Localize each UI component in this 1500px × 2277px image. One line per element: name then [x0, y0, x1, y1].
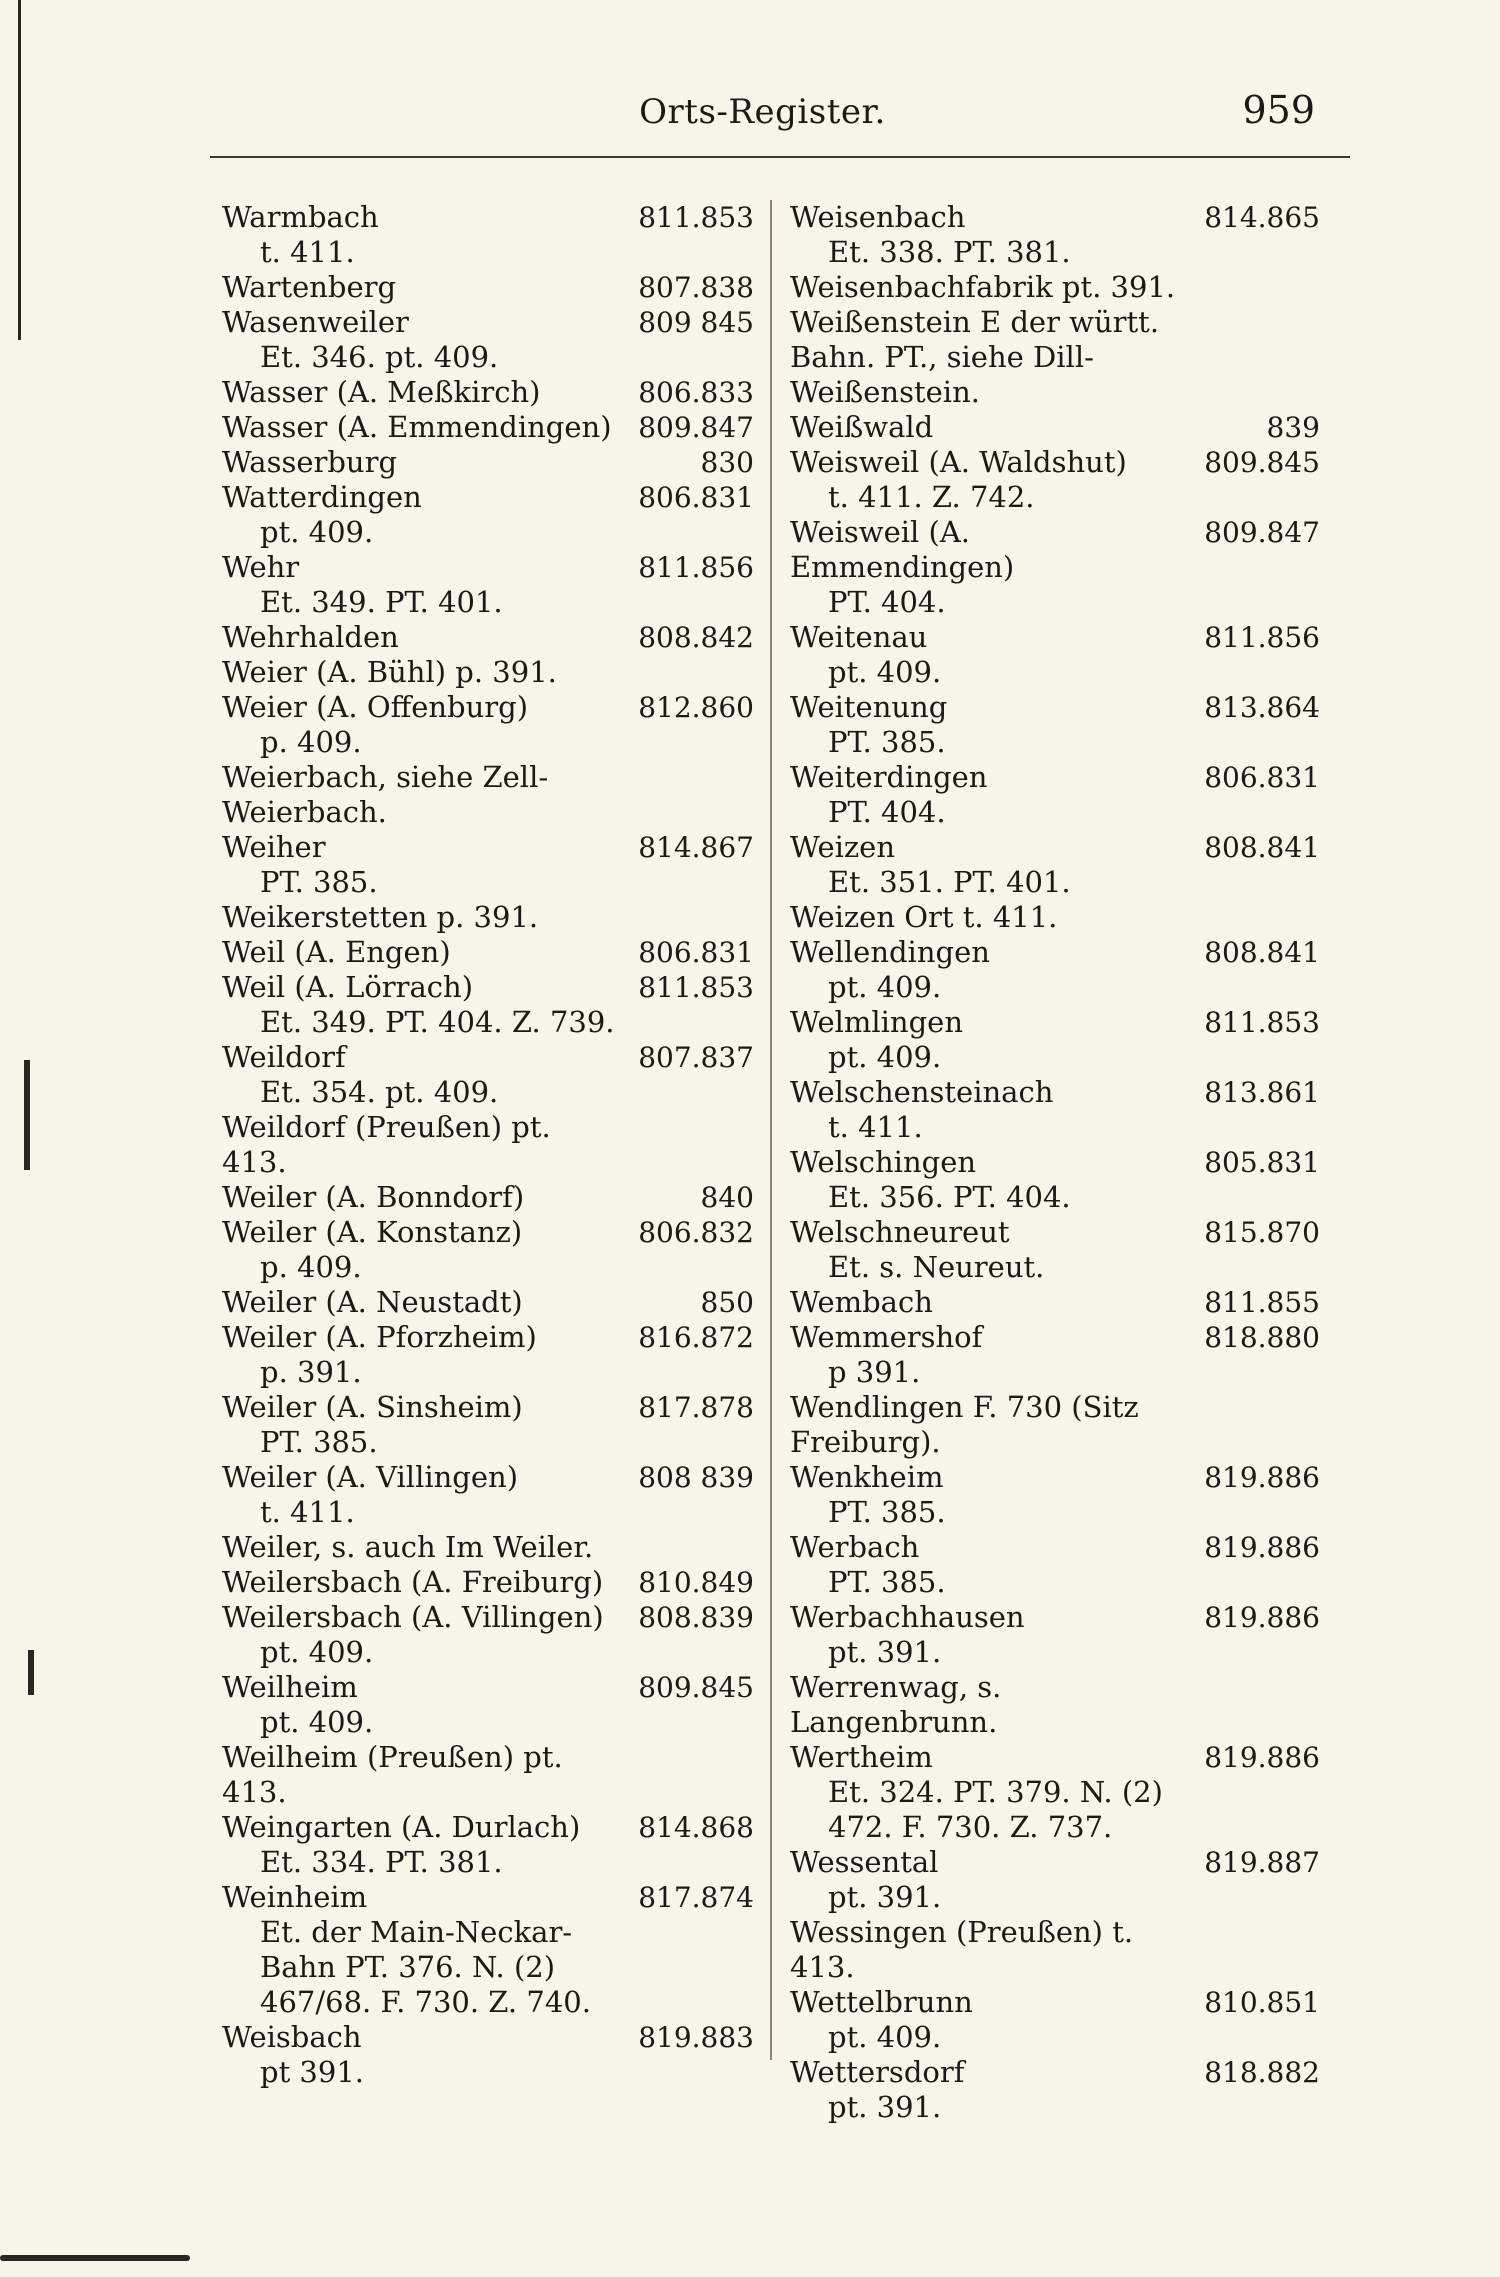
- entry-detail: PT. 385.: [828, 1565, 946, 1599]
- entry-page-refs: 809.845: [1204, 446, 1320, 479]
- entry-page-refs: 839: [1266, 411, 1320, 444]
- entry-detail: Et. 349. PT. 404. Z. 739.: [260, 1005, 615, 1039]
- entry-page-refs: 850: [700, 1286, 754, 1319]
- entry-page-refs: 811.853: [638, 971, 754, 1004]
- left-column: [222, 200, 754, 2090]
- register-entry: [790, 690, 1320, 760]
- register-entry: [222, 200, 754, 270]
- register-entry: [790, 830, 1320, 900]
- register-entry: [222, 480, 754, 550]
- entry-detail: Et. 349. PT. 401.: [260, 585, 503, 619]
- entry-place-name: Weildorf: [222, 1040, 346, 1074]
- entry-page-refs: 811.856: [638, 551, 754, 584]
- entry-place-name: Weil (A. Engen): [222, 935, 451, 969]
- register-entry: [790, 1005, 1320, 1075]
- entry-place-name: Werrenwag, s. Langenbrunn.: [790, 1670, 1002, 1739]
- register-entry: [222, 1670, 754, 1740]
- entry-detail: t. 411.: [260, 235, 355, 269]
- entry-page-refs: 805.831: [1204, 1146, 1320, 1179]
- entry-place-name: Weiler (A. Konstanz): [222, 1215, 523, 1249]
- register-entry: [222, 655, 754, 690]
- entry-place-name: Welschneureut: [790, 1215, 1010, 1249]
- register-entry: [790, 410, 1320, 445]
- register-entry: [790, 200, 1320, 270]
- entry-place-name: Weierbach, siehe Zell- Weierbach.: [222, 760, 549, 829]
- register-entry: [222, 760, 754, 830]
- entry-detail: Et. s. Neureut.: [828, 1250, 1045, 1284]
- entry-detail: Et. 346. pt. 409.: [260, 340, 499, 374]
- entry-page-refs: 817.874: [638, 1881, 754, 1914]
- entry-page-refs: 806.831: [1204, 761, 1320, 794]
- entry-page-refs: 819.887: [1204, 1846, 1320, 1879]
- header-rule: [210, 156, 1350, 158]
- entry-detail: PT. 385.: [260, 1425, 378, 1459]
- register-entry: [222, 1285, 754, 1320]
- register-entry: [790, 1670, 1320, 1740]
- register-entry: [222, 1390, 754, 1460]
- entry-detail: Et. 338. PT. 381.: [828, 235, 1071, 269]
- entry-page-refs: 809 845: [638, 306, 754, 339]
- entry-page-refs: 806.833: [638, 376, 754, 409]
- register-entry: [222, 1530, 754, 1565]
- entry-place-name: Weisenbachfabrik pt. 391.: [790, 270, 1176, 304]
- entry-detail: pt. 409.: [828, 970, 942, 1004]
- register-entry: [222, 900, 754, 935]
- register-entry: [222, 445, 754, 480]
- entry-detail: pt. 391.: [828, 1880, 942, 1914]
- entry-detail: p 391.: [828, 1355, 921, 1389]
- entry-place-name: Wehr: [222, 550, 300, 584]
- entry-detail: Et. der Main-Neckar- Bahn PT. 376. N. (2) 467/68. F. 730. Z. 740.: [260, 1915, 591, 2019]
- entry-place-name: Wettelbrunn: [790, 1985, 973, 2019]
- register-entry: [790, 1390, 1320, 1460]
- register-entry: [790, 1740, 1320, 1845]
- register-entry: [790, 270, 1320, 305]
- entry-page-refs: 819.886: [1204, 1531, 1320, 1564]
- register-entry: [222, 270, 754, 305]
- entry-place-name: Werbach: [790, 1530, 920, 1564]
- entry-detail: t. 411. Z. 742.: [828, 480, 1035, 514]
- register-entry: [222, 830, 754, 900]
- page-title: Orts-Register.: [639, 92, 886, 132]
- entry-place-name: Wartenberg: [222, 270, 397, 304]
- entry-place-name: Weier (A. Offenburg): [222, 690, 529, 724]
- page-number: 959: [1242, 88, 1315, 132]
- column-divider: [770, 200, 772, 2060]
- entry-page-refs: 809.847: [1204, 516, 1320, 549]
- entry-detail: p. 391.: [260, 1355, 362, 1389]
- entry-detail: Et. 354. pt. 409.: [260, 1075, 499, 1109]
- register-entry: [790, 445, 1320, 515]
- entry-page-refs: 814.865: [1204, 201, 1320, 234]
- page-header: [210, 88, 1315, 152]
- entry-place-name: Wettersdorf: [790, 2055, 965, 2089]
- entry-page-refs: 814.868: [638, 1811, 754, 1844]
- entry-place-name: Weitenung: [790, 690, 948, 724]
- entry-detail: p. 409.: [260, 1250, 362, 1284]
- entry-detail: PT. 385.: [260, 865, 378, 899]
- entry-place-name: Werbachhausen: [790, 1600, 1025, 1634]
- entry-page-refs: 808 839: [638, 1461, 754, 1494]
- entry-place-name: Weiher: [222, 830, 326, 864]
- register-entry: [790, 1600, 1320, 1670]
- register-entry: [790, 620, 1320, 690]
- register-entry: [790, 935, 1320, 1005]
- entry-place-name: Weingarten (A. Durlach): [222, 1810, 581, 1844]
- entry-place-name: Wellendingen: [790, 935, 990, 969]
- entry-place-name: Weikerstetten p. 391.: [222, 900, 539, 934]
- register-entry: [222, 1320, 754, 1390]
- register-entry: [790, 1145, 1320, 1215]
- entry-detail: pt. 409.: [260, 1705, 374, 1739]
- register-entry: [790, 1845, 1320, 1915]
- entry-place-name: Wessental: [790, 1845, 939, 1879]
- register-entry: [222, 1565, 754, 1600]
- entry-detail: PT. 385.: [828, 1495, 946, 1529]
- entry-page-refs: 819.886: [1204, 1601, 1320, 1634]
- entry-page-refs: 811.856: [1204, 621, 1320, 654]
- entry-place-name: Weilersbach (A. Freiburg): [222, 1565, 604, 1599]
- entry-detail: pt. 391.: [828, 1635, 942, 1669]
- entry-page-refs: 808.839: [638, 1601, 754, 1634]
- entry-page-refs: 808.841: [1204, 831, 1320, 864]
- entry-page-refs: 817.878: [638, 1391, 754, 1424]
- register-entry: [222, 1215, 754, 1285]
- entry-detail: PT. 404.: [828, 585, 946, 619]
- entry-page-refs: 830: [700, 446, 754, 479]
- entry-detail: Et. 324. PT. 379. N. (2) 472. F. 730. Z. 737.: [828, 1775, 1163, 1844]
- entry-page-refs: 811.855: [1204, 1286, 1320, 1319]
- entry-place-name: Wendlingen F. 730 (Sitz Freiburg).: [790, 1390, 1139, 1459]
- register-entry: [790, 900, 1320, 935]
- register-entry: [222, 1460, 754, 1530]
- entry-place-name: Weiler, s. auch Im Weiler.: [222, 1530, 594, 1564]
- register-entry: [222, 305, 754, 375]
- register-entry: [222, 970, 754, 1040]
- entry-place-name: Weißenstein E der württ. Bahn. PT., siehe Dill- Weißenstein.: [790, 305, 1160, 409]
- register-entry: [222, 690, 754, 760]
- entry-page-refs: 808.842: [638, 621, 754, 654]
- entry-place-name: Weinheim: [222, 1880, 368, 1914]
- entry-place-name: Weiler (A. Villingen): [222, 1460, 519, 1494]
- register-entry: [222, 550, 754, 620]
- right-column: [790, 200, 1320, 2125]
- entry-page-refs: 818.882: [1204, 2056, 1320, 2089]
- entry-place-name: Wemmershof: [790, 1320, 983, 1354]
- register-entry: [790, 1985, 1320, 2055]
- register-entry: [222, 935, 754, 970]
- register-entry: [790, 1215, 1320, 1285]
- register-entry: [790, 1320, 1320, 1390]
- entry-page-refs: 806.832: [638, 1216, 754, 1249]
- entry-page-refs: 815.870: [1204, 1216, 1320, 1249]
- entry-detail: PT. 385.: [828, 725, 946, 759]
- entry-page-refs: 807.838: [638, 271, 754, 304]
- register-entry: [790, 1075, 1320, 1145]
- entry-place-name: Weilheim: [222, 1670, 358, 1704]
- entry-place-name: Weiler (A. Pforzheim): [222, 1320, 537, 1354]
- entry-place-name: Weier (A. Bühl) p. 391.: [222, 655, 557, 689]
- entry-page-refs: 811.853: [638, 201, 754, 234]
- entry-place-name: Wasenweiler: [222, 305, 409, 339]
- entry-place-name: Weiler (A. Sinsheim): [222, 1390, 523, 1424]
- entry-place-name: Weisweil (A. Emmendingen): [790, 515, 1015, 584]
- entry-place-name: Weiterdingen: [790, 760, 988, 794]
- entry-place-name: Warmbach: [222, 200, 379, 234]
- entry-page-refs: 809.847: [638, 411, 754, 444]
- entry-page-refs: 809.845: [638, 1671, 754, 1704]
- entry-page-refs: 811.853: [1204, 1006, 1320, 1039]
- register-entry: [222, 375, 754, 410]
- entry-detail: p. 409.: [260, 725, 362, 759]
- entry-page-refs: 819.886: [1204, 1741, 1320, 1774]
- entry-place-name: Weildorf (Preußen) pt. 413.: [222, 1110, 551, 1179]
- binding-mark: [28, 1650, 34, 1695]
- entry-place-name: Weißwald: [790, 410, 934, 444]
- entry-page-refs: 813.864: [1204, 691, 1320, 724]
- register-entry: [222, 1040, 754, 1110]
- binding-mark: [18, 0, 21, 340]
- entry-place-name: Wertheim: [790, 1740, 933, 1774]
- entry-place-name: Weilheim (Preußen) pt. 413.: [222, 1740, 563, 1809]
- entry-place-name: Weisenbach: [790, 200, 966, 234]
- entry-place-name: Watterdingen: [222, 480, 422, 514]
- entry-place-name: Wessingen (Preußen) t. 413.: [790, 1915, 1134, 1984]
- entry-page-refs: 816.872: [638, 1321, 754, 1354]
- entry-place-name: Welmlingen: [790, 1005, 964, 1039]
- register-entry: [790, 2055, 1320, 2125]
- entry-detail: Et. 351. PT. 401.: [828, 865, 1071, 899]
- entry-page-refs: 806.831: [638, 936, 754, 969]
- entry-page-refs: 818.880: [1204, 1321, 1320, 1354]
- register-entry: [222, 1180, 754, 1215]
- entry-detail: pt. 409.: [828, 1040, 942, 1074]
- entry-place-name: Weisbach: [222, 2020, 362, 2054]
- entry-place-name: Welschingen: [790, 1145, 977, 1179]
- register-entry: [222, 1740, 754, 1810]
- register-entry: [790, 1285, 1320, 1320]
- entry-detail: pt. 409.: [260, 515, 374, 549]
- entry-detail: t. 411.: [828, 1110, 923, 1144]
- entry-place-name: Wembach: [790, 1285, 933, 1319]
- register-entry: [790, 760, 1320, 830]
- entry-place-name: Wasserburg: [222, 445, 398, 479]
- entry-place-name: Wehrhalden: [222, 620, 399, 654]
- entry-page-refs: 810.849: [638, 1566, 754, 1599]
- entry-detail: pt. 409.: [828, 655, 942, 689]
- entry-detail: pt. 409.: [828, 2020, 942, 2054]
- entry-detail: Et. 334. PT. 381.: [260, 1845, 503, 1879]
- entry-place-name: Weiler (A. Neustadt): [222, 1285, 523, 1319]
- entry-page-refs: 806.831: [638, 481, 754, 514]
- register-entry: [222, 1600, 754, 1670]
- register-entry: [222, 2020, 754, 2090]
- register-entry: [222, 410, 754, 445]
- entry-page-refs: 819.883: [638, 2021, 754, 2054]
- binding-mark: [24, 1060, 30, 1170]
- entry-detail: Et. 356. PT. 404.: [828, 1180, 1071, 1214]
- binding-mark: [0, 2255, 190, 2261]
- entry-place-name: Wasser (A. Emmendingen): [222, 410, 612, 444]
- entry-detail: PT. 404.: [828, 795, 946, 829]
- entry-place-name: Welschensteinach: [790, 1075, 1054, 1109]
- register-entry: [790, 305, 1320, 410]
- register-entry: [222, 1880, 754, 2020]
- entry-place-name: Weitenau: [790, 620, 928, 654]
- entry-place-name: Weilersbach (A. Villingen): [222, 1600, 604, 1634]
- entry-place-name: Wasser (A. Meßkirch): [222, 375, 541, 409]
- register-entry: [222, 1110, 754, 1180]
- entry-place-name: Weizen: [790, 830, 895, 864]
- register-entry: [790, 1460, 1320, 1530]
- entry-detail: pt. 409.: [260, 1635, 374, 1669]
- register-entry: [790, 1530, 1320, 1600]
- entry-page-refs: 808.841: [1204, 936, 1320, 969]
- entry-place-name: Weisweil (A. Waldshut): [790, 445, 1127, 479]
- entry-page-refs: 807.837: [638, 1041, 754, 1074]
- entry-place-name: Weiler (A. Bonndorf): [222, 1180, 525, 1214]
- register-entry: [222, 1810, 754, 1880]
- register-entry: [790, 515, 1320, 620]
- entry-place-name: Weizen Ort t. 411.: [790, 900, 1058, 934]
- register-entry: [222, 620, 754, 655]
- entry-detail: pt 391.: [260, 2055, 365, 2089]
- entry-place-name: Wenkheim: [790, 1460, 944, 1494]
- entry-page-refs: 819.886: [1204, 1461, 1320, 1494]
- entry-page-refs: 840: [700, 1181, 754, 1214]
- entry-detail: pt. 391.: [828, 2090, 942, 2124]
- register-entry: [790, 1915, 1320, 1985]
- entry-detail: t. 411.: [260, 1495, 355, 1529]
- entry-page-refs: 810.851: [1204, 1986, 1320, 2019]
- entry-place-name: Weil (A. Lörrach): [222, 970, 474, 1004]
- entry-page-refs: 812.860: [638, 691, 754, 724]
- entry-page-refs: 814.867: [638, 831, 754, 864]
- entry-page-refs: 813.861: [1204, 1076, 1320, 1109]
